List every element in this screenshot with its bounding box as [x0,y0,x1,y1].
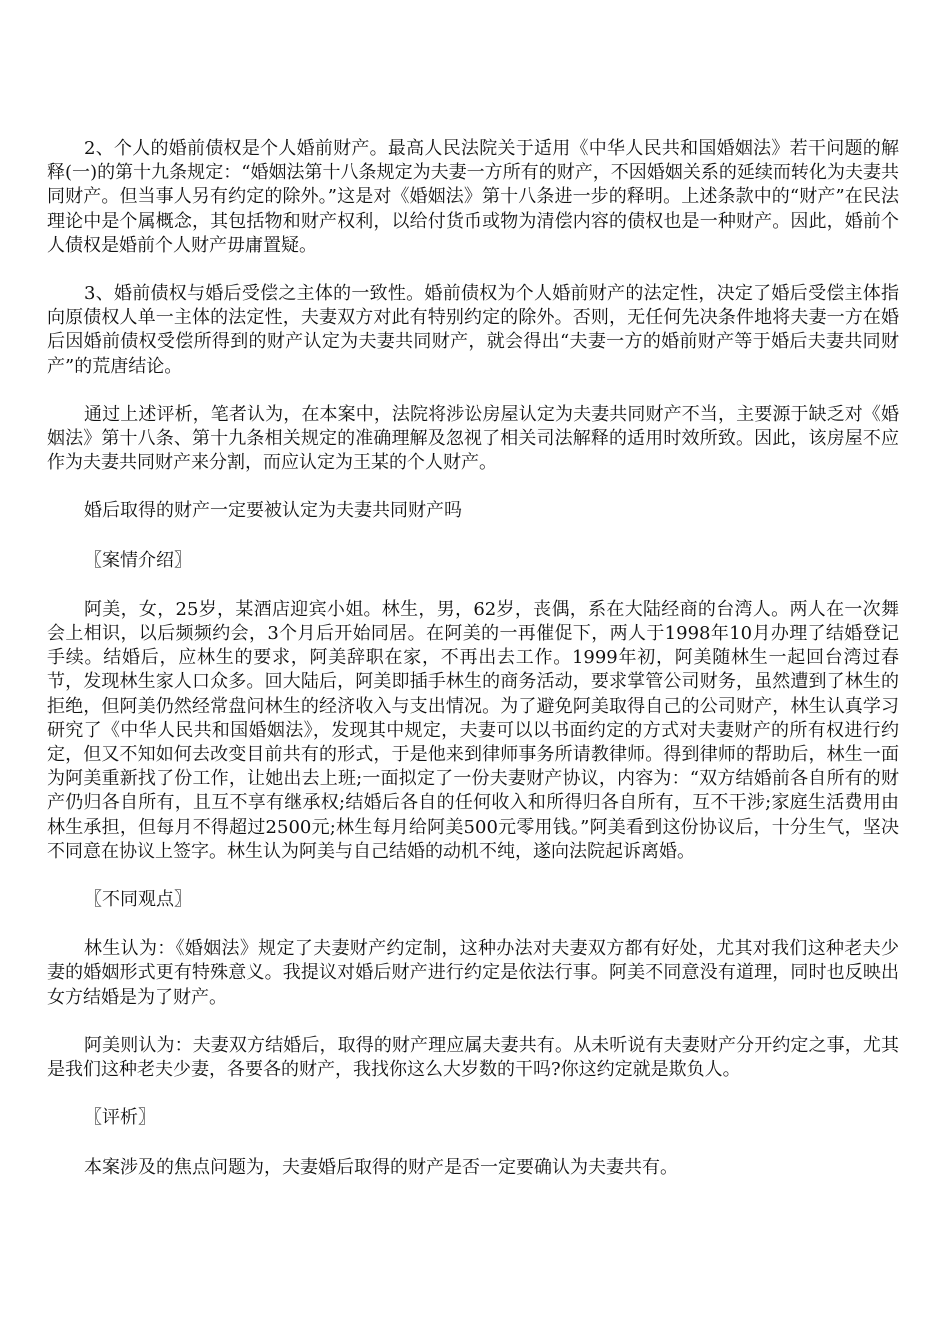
paragraph-author-conclusion: 通过上述评析，笔者认为，在本案中，法院将涉讼房屋认定为夫妻共同财产不当，主要源于缺乏对《婚姻法》第十八条、第十九条相关规定的准确理解及忽视了相关司法解释的适用时效所致。因此，该房屋不应作为夫妻共同财产来分割，而应认定为王某的个人财产。 [47,403,899,474]
paragraph-premarital-claims: 2、个人的婚前债权是个人婚前财产。最高人民法院关于适用《中华人民共和国婚姻法》若干问题的解释(一)的第十九条规定：“婚姻法第十八条规定为夫妻一方所有的财产，不因婚姻关系的延续而转化为夫妻共同财产。但当事人另有约定的除外。”这是对《婚姻法》第十八条进一步的释明。上述条款中的“财产”在民法理论中是个属概念，其包括物和财产权利，以给付货币或物为清偿内容的债权也是一种财产。因此，婚前个人债权是婚前个人财产毋庸置疑。 [47,138,899,256]
paragraph-analysis-focus: 本案涉及的焦点问题为，夫妻婚后取得的财产是否一定要确认为夫妻共有。 [84,1156,678,1178]
heading-case-introduction: 〖案情介绍〗 [84,549,192,571]
heading-different-views: 〖不同观点〗 [84,889,192,911]
section-title: 婚后取得的财产一定要被认定为夫妻共同财产吗 [84,500,462,522]
paragraph-linsheng-view: 林生认为：《婚姻法》规定了夫妻财产约定制，这种办法对夫妻双方都有好处，尤其对我们这种老夫少妻的婚姻形式更有特殊意义。我提议对婚后财产进行约定是依法行事。阿美不同意没有道理，同时也反映出女方结婚是为了财产。 [47,938,899,1008]
document-body [47,137,899,1204]
paragraph-amei-view: 阿美则认为：夫妻双方结婚后，取得的财产理应属夫妻共有。从未听说有夫妻财产分开约定之事，尤其是我们这种老夫少妻，各要各的财产，我找你这么大岁数的干吗?你这约定就是欺负人。 [47,1034,899,1081]
heading-analysis: 〖评析〗 [84,1107,156,1129]
paragraph-case-facts: 阿美，女，25岁，某酒店迎宾小姐。林生，男，62岁，丧偶，系在大陆经商的台湾人。两人在一次舞会上相识，以后频频约会，3个月后开始同居。在阿美的一再催促下，两人于1998年10月办理了结婚登记手续。结婚后，应林生的要求，阿美辞职在家，不再出去工作。1999年初，阿美随林生一起回台湾过春节，发现林生家人口众多。回大陆后，阿美即插手林生的商务活动，要求掌管公司财务，虽然遭到了林生的拒绝，但阿美仍然经常盘问林生的经济收入与支出情况。为了避免阿美取得自己的公司财产，林生认真学习研究了《中华人民共和国婚姻法》，发现其中规定，夫妻可以以书面约定的方式对夫妻财产的所有权进行约定，但又不知如何去改变目前共有的形式，于是他来到律师事务所请教律师。得到律师的帮助后，林生一面为阿美重新找了份工作，让她出去上班;一面拟定了一份夫妻财产协议，内容为：“双方结婚前各自所有的财产仍归各自所有，且互不享有继承权;结婚后各自的任何收入和所得归各自所有，互不干涉;家庭生活费用由林生承担，但每月不得超过2500元;林生每月给阿美500元零用钱。”阿美看到这份协议后，十分生气，坚决不同意在协议上签字。林生认为阿美与自己结婚的动机不纯，遂向法院起诉离婚。 [47,598,899,862]
paragraph-claim-subject-consistency: 3、婚前债权与婚后受偿之主体的一致性。婚前债权为个人婚前财产的法定性，决定了婚后受偿主体指向原债权人单一主体的法定性，夫妻双方对此有特别约定的除外。否则，无任何先决条件地将夫妻一方在婚后因婚前债权受偿所得到的财产认定为夫妻共同财产，就会得出“夫妻一方的婚前财产等于婚后夫妻共同财产”的荒唐结论。 [47,283,899,377]
